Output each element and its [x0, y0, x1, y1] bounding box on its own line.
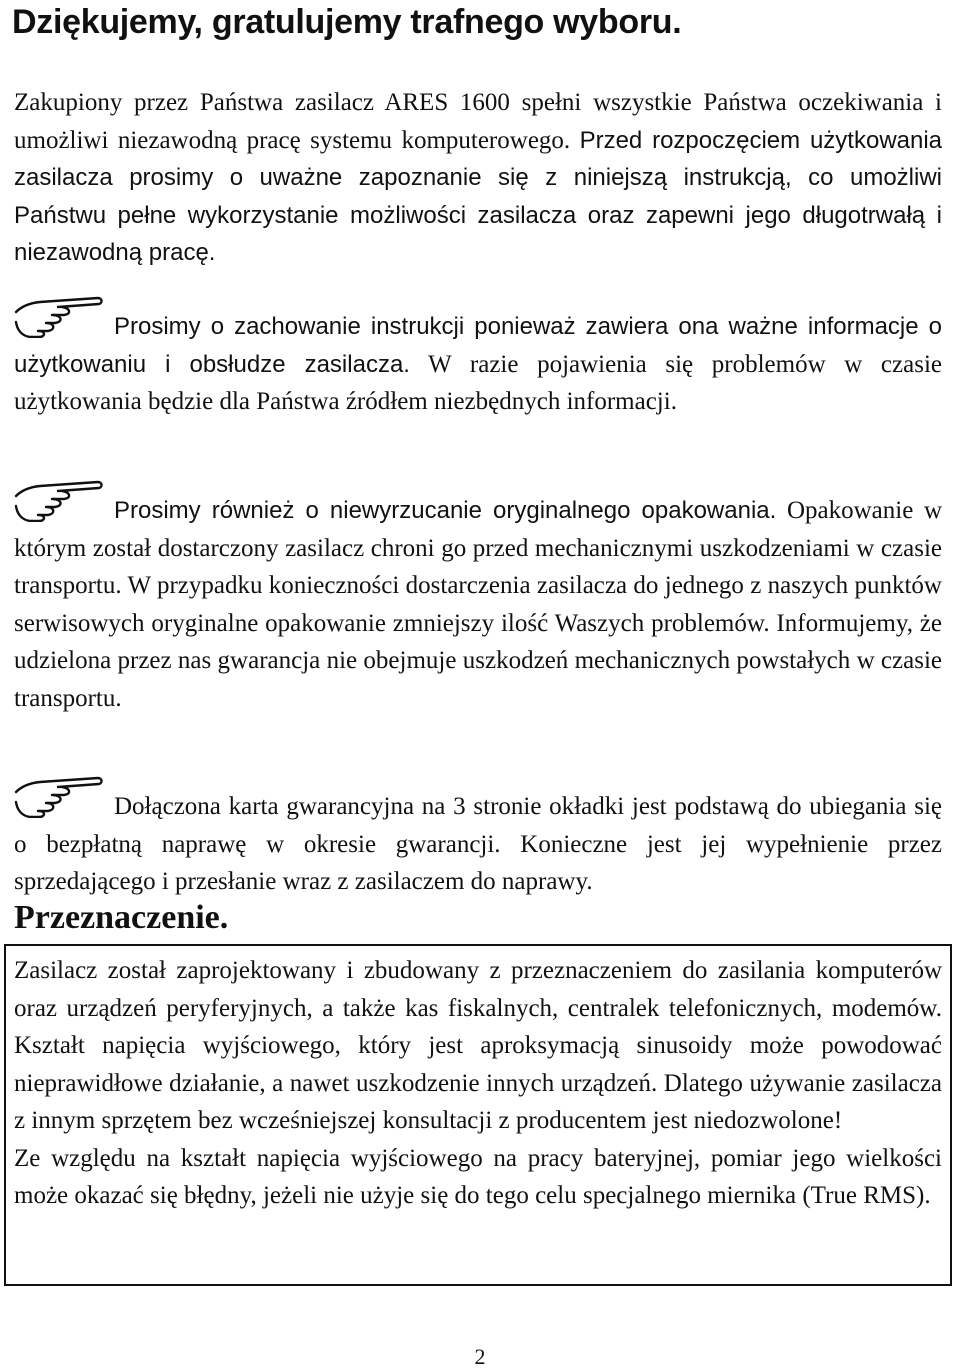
- intro-serif-text: Zakupiony przez Państwa zasilacz ARES 1600 spełni wszystkie Państwa oczekiwania i umożliwi niezawodną pracę systemu komputerowego.: [14, 89, 942, 154]
- note-instructions-rest: W razie pojawienia się problemów w czasie użytkowania będzie dla Państwa źródłem niezbędnych informacji.: [14, 350, 942, 415]
- intro-paragraph: [14, 84, 942, 272]
- note-instructions: [14, 308, 942, 421]
- note-instructions-lead: Prosimy o zachowanie instrukcji ponieważ zawiera ona ważne informacje o użytkowaniu i obsłudze zasilacza.: [14, 313, 942, 378]
- purpose-paragraph: Zasilacz został zaprojektowany i zbudowany z przeznaczeniem do zasilania komputerów oraz urządzeń peryferyjnych, a także kas fiskalnych, centralek telefonicznych, modemów. Kształt napięcia wyjściowego, który jest aproksymacją sinusoidy może powodować nieprawidłowe działanie, a nawet uszkodzenie innych urządzeń. Dlatego używanie zasilacza z innym sprzętem bez wcześniejszej konsultacji z producentem jest niedozwolone!: [14, 957, 942, 1134]
- page-number: 2: [474, 1344, 486, 1369]
- page-heading: Dziękujemy, gratulujemy trafnego wyboru.: [12, 3, 682, 41]
- measurement-paragraph: Ze względu na kształt napięcia wyjściowego na pracy bateryjnej, pomiar jego wielkości może okazać się błędny, jeżeli nie użyje się do tego celu specjalnego miernika (True RMS).: [14, 1144, 942, 1209]
- note-packaging: [14, 492, 942, 717]
- section-title: Przeznaczenie.: [14, 899, 229, 936]
- note-packaging-lead: Prosimy również o niewyrzucanie oryginalnego opakowania.: [114, 497, 777, 524]
- note-packaging-rest: Opakowanie w którym został dostarczony zasilacz chroni go przed mechanicznymi uszkodzeniami w czasie transportu. W przypadku konieczności dostarczenia zasilacza do jednego z naszych punktów serwisowych oryginalne opakowanie zmniejszy ilość Waszych problemów. Informujemy, że udzielona przez nas gwarancja nie obejmuje uszkodzeń mechanicznych powstałych w czasie transportu.: [14, 497, 943, 712]
- note-warranty: Dołączona karta gwarancyjna na 3 stronie okładki jest podstawą do ubiegania się o bezpłatną naprawę w okresie gwarancji. Konieczne jest jej wypełnienie przez sprzedającego i przesłanie wraz z zasilaczem do naprawy.: [14, 793, 942, 895]
- intro-sans-text: Przed rozpoczęciem użytkowania zasilacza prosimy o uważne zapoznanie się z niniejszą instrukcją, co umożliwi Państwu pełne wykorzystanie możliwości zasilacza oraz zapewni jego długotrwałą i niezawodną pracę.: [14, 126, 943, 266]
- purpose-box: [4, 944, 952, 1286]
